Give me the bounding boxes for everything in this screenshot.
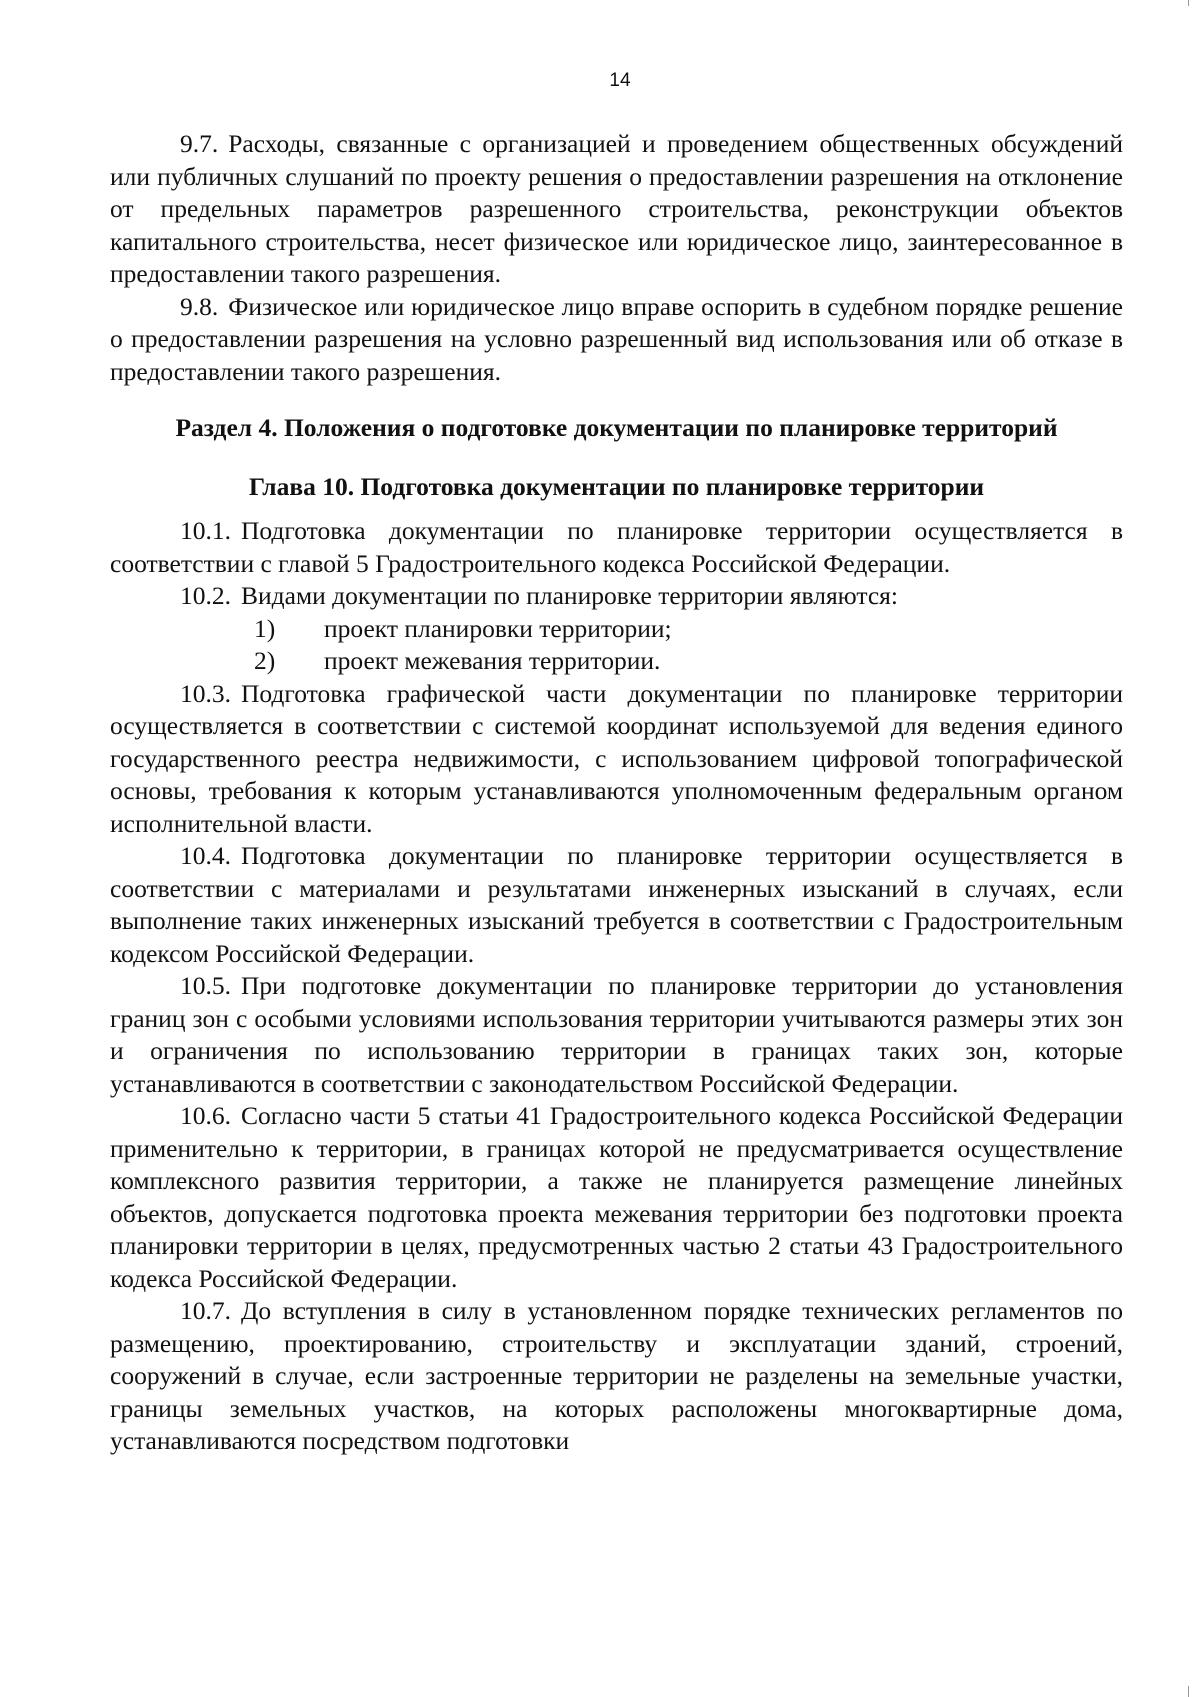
paragraph-10-5: [110, 970, 1123, 1100]
list-item: [110, 645, 1123, 678]
paragraph-text: Расходы, связанные с организацией и проведением общественных обсуждений или публичных слушаний по проекту решения о предоставлении разрешения на отклонение от предельных параметров разрешенного строительства, реконструкции объектов капитального строительства, несет физическое или юридическое лицо, заинтересованное в предоставлении такого разрешения.: [110, 129, 1123, 288]
list-marker: 2): [254, 646, 276, 675]
paragraph-10-2: [110, 580, 1123, 613]
list-item-text: проект межевания территории.: [324, 646, 661, 675]
paragraph-text: Физическое или юридическое лицо вправе оспорить в судебном порядке решение о предоставлении разрешения на условно разрешенный вид использования или об отказе в предоставлении такого разрешения.: [110, 291, 1123, 386]
paragraph-number: 10.7.: [180, 1296, 231, 1325]
list-item: [110, 613, 1123, 646]
list-marker: 1): [254, 613, 276, 643]
paragraph-number: 10.2.: [180, 581, 231, 610]
paragraph-text: При подготовке документации по планировке территории до установления границ зон с особыми условиями использования территории учитываются размеры этих зон и ограничения по использованию территории в границах таких зон, которые устанавливаются в соответствии с законодательством Российской Федерации.: [110, 971, 1123, 1098]
paragraph-text: Подготовка документации по планировке территории осуществляется в соответствии с главой 5 Градостроительного кодекса Российской Федерации.: [110, 516, 1123, 578]
paragraph-number: 10.3.: [180, 678, 231, 708]
paragraph-text: Видами документации по планировке территории являются:: [241, 581, 898, 610]
paragraph-text: Подготовка документации по планировке территории осуществляется в соответствии с материалами и результатами инженерных изысканий в случаях, если выполнение таких инженерных изысканий требуется в соответствии с Градостроительным кодексом Российской Федерации.: [110, 841, 1123, 968]
paragraph-10-3: [110, 678, 1123, 841]
paragraph-9-8: [110, 291, 1123, 389]
paragraph-number: 10.6.: [180, 1101, 231, 1130]
paragraph-10-7: [110, 1295, 1123, 1458]
page-number: 14: [609, 70, 631, 91]
chapter-heading: Глава 10. Подготовка документации по планировке территории: [248, 471, 985, 501]
paragraph-10-4: [110, 840, 1123, 970]
scan-artifact: [1188, 0, 1189, 6]
paragraph-number: 9.7.: [180, 129, 219, 158]
paragraph-text: До вступления в силу в установленном порядке технических регламентов по размещению, проектированию, строительству и эксплуатации зданий, строений, сооружений в случае, если застроенные территории не разделены на земельные участки, границы земельных участков, на которых расположены многоквартирные дома, устанавливаются посредством подготовки: [110, 1296, 1123, 1455]
paragraph-number: 9.8.: [180, 291, 219, 321]
list-item-text: проект планировки территории;: [324, 613, 672, 643]
paragraph-10-6: [110, 1100, 1123, 1295]
section-heading: Раздел 4. Положения о подготовке документации по планировке территорий: [175, 413, 1058, 442]
document-body: [110, 128, 1123, 1458]
paragraph-9-7: [110, 128, 1123, 291]
paragraph-number: 10.1.: [180, 516, 231, 545]
scan-artifact: [1188, 1686, 1189, 1697]
paragraph-10-1: [110, 515, 1123, 580]
paragraph-text: Подготовка графической части документации по планировке территории осуществляется в соответствии с системой координат используемой для ведения единого государственного реестра недвижимости, с использованием цифровой топографической основы, требования к которым устанавливаются уполномоченным федеральным органом исполнительной власти.: [110, 678, 1123, 838]
paragraph-number: 10.4.: [180, 841, 231, 870]
paragraph-text: Согласно части 5 статьи 41 Градостроительного кодекса Российской Федерации применительно к территории, в границах которой не предусматривается осуществление комплексного развития территории, а также не планируется размещение линейных объектов, допускается подготовка проекта межевания территории без подготовки проекта планировки территории в целях, предусмотренных частью 2 статьи 43 Градостроительного кодекса Российской Федерации.: [110, 1101, 1123, 1293]
paragraph-number: 10.5.: [180, 971, 231, 1000]
